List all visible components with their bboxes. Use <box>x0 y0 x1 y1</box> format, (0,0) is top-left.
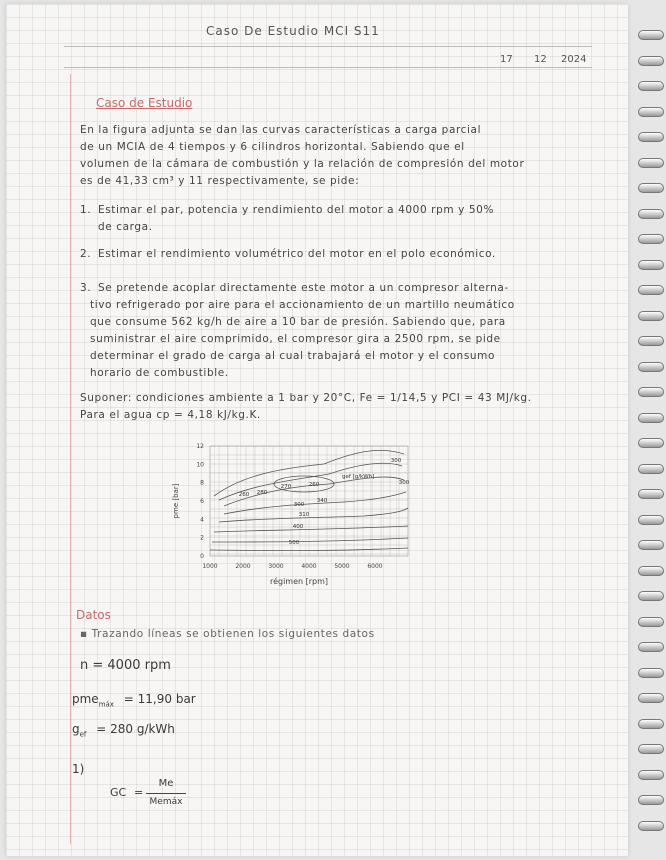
spiral-ring <box>638 81 664 91</box>
y-tick-label: 4 <box>200 516 204 524</box>
spiral-ring <box>638 260 664 270</box>
gef-sub: ef <box>79 730 87 739</box>
step-label: 1) <box>72 762 85 776</box>
intro-line-4: es de 41,33 cm³ y 11 respectivamente, se pide: <box>80 175 360 187</box>
contour-label: 260 <box>308 482 320 488</box>
x-tick-label: 5000 <box>334 563 350 570</box>
item-3-line-1: Se pretende acoplar directamente este motor a un compresor alterna- <box>98 282 509 294</box>
spiral-ring <box>638 642 664 652</box>
bullet-icon: ▪ <box>80 628 92 640</box>
contour-chart <box>164 434 424 614</box>
section-title: Caso de Estudio <box>96 96 193 110</box>
item-3-number: 3. <box>80 282 92 294</box>
datos-note-text: Trazando líneas se obtienen los siguientes datos <box>91 628 375 640</box>
x-tick-label: 4000 <box>301 563 317 570</box>
y-tick-label: 8 <box>200 479 204 487</box>
spiral-ring <box>638 617 664 627</box>
pme-label: pme <box>72 692 99 706</box>
x-tick-label: 3000 <box>268 563 284 570</box>
contour-label: 280 <box>256 490 268 496</box>
suponer-line-1: Suponer: condiciones ambiente a 1 bar y 20°C, Fe = 1/14,5 y PCI = 43 MJ/kg. <box>80 392 532 404</box>
fraction-bar <box>146 793 186 794</box>
spiral-ring <box>638 821 664 831</box>
gc-label: GC <box>110 786 127 799</box>
item-3-line-5: determinar el grado de carga al cual trabajará el motor y el consumo <box>90 350 495 362</box>
intro-line-2: de un MCIA de 4 tiempos y 6 cilindros horizontal. Sabiendo que el <box>80 141 465 153</box>
chart-labels <box>239 458 410 546</box>
gc-numerator: Me <box>158 778 174 789</box>
item-1-line-2: de carga. <box>98 221 153 233</box>
x-tick-label: 1000 <box>202 563 218 570</box>
spiral-ring <box>638 540 664 550</box>
item-3-line-6: horario de combustible. <box>90 367 229 379</box>
item-1-number: 1. <box>80 204 92 216</box>
notebook-page <box>6 4 628 856</box>
suponer-line-2: Para el agua cp = 4,18 kJ/kg.K. <box>80 409 261 421</box>
contour-label: 310 <box>298 512 310 518</box>
spiral-ring <box>638 770 664 780</box>
spiral-ring <box>638 311 664 321</box>
gef-value: = 280 g/kWh <box>96 722 175 736</box>
spiral-ring <box>638 719 664 729</box>
spiral-ring <box>638 438 664 448</box>
item-2-number: 2. <box>80 248 92 260</box>
item-3-line-3: que consume 562 kg/h de aire a 10 bar de presión. Sabiendo que, para <box>90 316 506 328</box>
contour-label: 260 <box>238 492 250 498</box>
gc-denominator: Memáx <box>149 797 183 807</box>
x-axis-label: régimen [rpm] <box>269 577 329 586</box>
gef-label: g <box>72 722 80 736</box>
contour-6 <box>212 538 408 542</box>
spiral-ring <box>638 336 664 346</box>
contour-label: 500 <box>288 540 300 546</box>
item-2-line-1: Estimar el rendimiento volumétrico del motor en el polo económico. <box>98 248 496 260</box>
chart-annotation: gef [g/kWh] <box>342 474 375 480</box>
intro-line-1: En la figura adjunta se dan las curvas características a carga parcial <box>80 124 482 136</box>
y-tick-label: 10 <box>196 461 204 469</box>
y-axis-label: pme [bar] <box>172 483 180 519</box>
item-3-line-2: tivo refrigerado por aire para el accionamiento de un martillo neumático <box>90 299 515 311</box>
spiral-ring <box>638 591 664 601</box>
date-day: 17 <box>500 54 513 65</box>
spiral-ring <box>638 464 664 474</box>
pme-sub: máx <box>98 700 114 709</box>
spiral-ring <box>638 515 664 525</box>
spiral-ring <box>638 132 664 142</box>
y-tick-label: 0 <box>200 553 204 560</box>
contour-label: 400 <box>292 524 304 530</box>
spiral-ring <box>638 285 664 295</box>
spiral-ring <box>638 413 664 423</box>
spiral-ring <box>638 489 664 499</box>
spiral-ring <box>638 56 664 66</box>
datos-heading: Datos <box>76 608 111 622</box>
gc-equals: = <box>134 786 144 799</box>
spiral-ring <box>638 107 664 117</box>
pme-value: = 11,90 bar <box>123 692 196 706</box>
gef-line <box>72 722 175 738</box>
x-tick-label: 6000 <box>367 563 383 570</box>
intro-line-3: volumen de la cámara de combustión y la relación de compresión del motor <box>80 158 525 170</box>
date-year: 2024 <box>561 54 587 65</box>
contour-label: 300 <box>390 458 402 464</box>
header-rule <box>64 46 592 68</box>
spiral-ring <box>638 158 664 168</box>
n-value: n = 4000 rpm <box>80 658 171 673</box>
datos-note <box>80 628 375 640</box>
margin-line <box>70 74 71 844</box>
spiral-ring <box>638 693 664 703</box>
item-3-line-4: suministrar el aire comprimido, el compresor gira a 2500 rpm, se pide <box>90 333 501 345</box>
spiral-ring <box>638 209 664 219</box>
spiral-ring <box>638 744 664 754</box>
contour-label: 300 <box>293 502 305 508</box>
spiral-ring <box>638 183 664 193</box>
spiral-ring <box>638 566 664 576</box>
spiral-ring <box>638 362 664 372</box>
spiral-ring <box>638 387 664 397</box>
item-1-line-1: Estimar el par, potencia y rendimiento del motor a 4000 rpm y 50% <box>98 204 495 216</box>
pme-line <box>72 692 196 708</box>
spiral-ring <box>638 234 664 244</box>
date-month: 12 <box>534 54 547 65</box>
contour-3 <box>224 492 406 514</box>
contour-label: 300 <box>398 480 410 486</box>
spiral-ring <box>638 668 664 678</box>
contour-label: 340 <box>316 498 328 504</box>
y-tick-label: 2 <box>200 534 204 542</box>
page-title: Caso De Estudio MCI S11 <box>206 24 380 38</box>
spiral-ring <box>638 795 664 805</box>
y-tick-label: 12 <box>196 443 204 450</box>
contour-label: 270 <box>280 484 292 490</box>
spiral-ring <box>638 30 664 40</box>
y-tick-label: 6 <box>200 498 204 505</box>
x-tick-label: 2000 <box>235 563 251 570</box>
